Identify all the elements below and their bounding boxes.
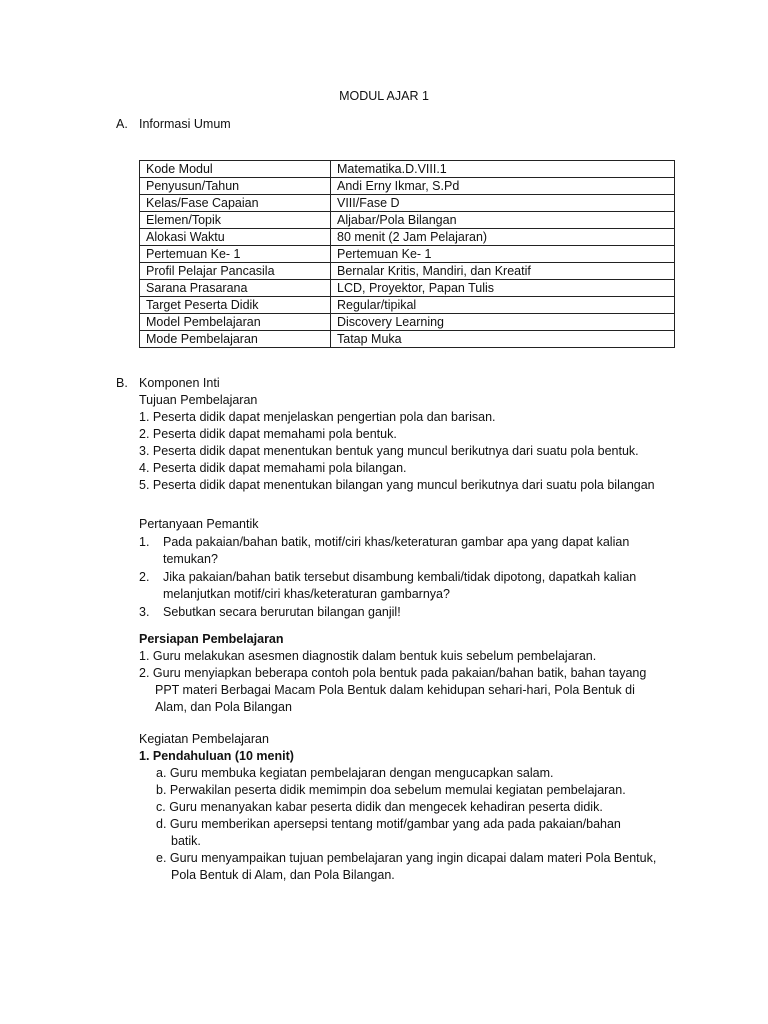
objective-item: 1. Peserta didik dapat menjelaskan pengertian pola dan barisan. [139, 410, 496, 424]
info-table-row [140, 314, 675, 331]
introduction-steps [139, 765, 699, 884]
info-value: 80 menit (2 Jam Pelajaran) [331, 229, 675, 246]
trigger-questions [139, 516, 699, 621]
activity-item: a. Guru membuka kegiatan pembelajaran dengan mengucapkan salam. [156, 766, 554, 780]
info-key: Pertemuan Ke- 1 [140, 246, 331, 263]
preparation-item: 1. Guru melakukan asesmen diagnostik dalam bentuk kuis sebelum pembelajaran. [139, 649, 597, 663]
info-value: LCD, Proyektor, Papan Tulis [331, 280, 675, 297]
activity-item: e. Guru menyampaikan tujuan pembelajaran yang ingin dicapai dalam materi Pola Bentuk, [156, 851, 657, 865]
section-title: Informasi Umum [139, 117, 231, 131]
preparation-item-continued: PPT materi Berbagai Macam Pola Bentuk dalam kehidupan sehari-hari, Pola Bentuk di [155, 683, 635, 697]
page-title: MODUL AJAR 1 [339, 89, 429, 103]
info-table-row [140, 195, 675, 212]
info-key: Alokasi Waktu [140, 229, 331, 246]
activity-item: d. Guru memberikan apersepsi tentang motif/gambar yang ada pada pakaian/bahan [156, 817, 621, 831]
info-table-row [140, 280, 675, 297]
learning-objectives [139, 392, 699, 494]
info-table-row [140, 331, 675, 348]
objectives-heading: Tujuan Pembelajaran [139, 393, 258, 407]
info-table-row [140, 263, 675, 280]
info-value: Aljabar/Pola Bilangan [331, 212, 675, 229]
info-key: Sarana Prasarana [140, 280, 331, 297]
info-table-row [140, 161, 675, 178]
preparation-heading: Persiapan Pembelajaran [139, 632, 284, 646]
info-value: Andi Erny Ikmar, S.Pd [331, 178, 675, 195]
info-table-row [140, 212, 675, 229]
info-value: VIII/Fase D [331, 195, 675, 212]
introduction-heading: 1. Pendahuluan (10 menit) [139, 749, 294, 763]
info-key: Mode Pembelajaran [140, 331, 331, 348]
section-b-heading [116, 375, 220, 392]
question-item [139, 569, 699, 603]
activity-item-continued: batik. [171, 834, 201, 848]
info-table-row [140, 229, 675, 246]
info-key: Model Pembelajaran [140, 314, 331, 331]
info-key: Kode Modul [140, 161, 331, 178]
info-key: Profil Pelajar Pancasila [140, 263, 331, 280]
question-text: temukan? [163, 552, 218, 566]
objective-item: 5. Peserta didik dapat menentukan bilangan yang muncul berikutnya dari suatu pola bilangan [139, 478, 655, 492]
info-table-row [140, 297, 675, 314]
objective-item: 3. Peserta didik dapat menentukan bentuk yang muncul berikutnya dari suatu pola bentuk. [139, 444, 639, 458]
info-table-row [140, 246, 675, 263]
question-text: Pada pakaian/bahan batik, motif/ciri khas/keteraturan gambar apa yang dapat kalian [163, 535, 630, 549]
general-info-table [139, 160, 675, 348]
question-number: 1. [139, 535, 150, 549]
section-letter: B. [116, 376, 128, 390]
learning-preparation [139, 631, 699, 716]
info-value: Pertemuan Ke- 1 [331, 246, 675, 263]
info-table-row [140, 178, 675, 195]
learning-activities [139, 731, 699, 884]
activity-item-continued: Pola Bentuk di Alam, dan Pola Bilangan. [171, 868, 395, 882]
question-text: melanjutkan motif/ciri khas/keteraturan gambarnya? [163, 587, 450, 601]
activity-item: b. Perwakilan peserta didik memimpin doa sebelum memulai kegiatan pembelajaran. [156, 783, 626, 797]
info-value: Matematika.D.VIII.1 [331, 161, 675, 178]
preparation-item: 2. Guru menyiapkan beberapa contoh pola bentuk pada pakaian/bahan batik, bahan tayang [139, 666, 647, 680]
info-value: Discovery Learning [331, 314, 675, 331]
info-key: Kelas/Fase Capaian [140, 195, 331, 212]
questions-heading: Pertanyaan Pemantik [139, 517, 259, 531]
activity-item: c. Guru menanyakan kabar peserta didik dan mengecek kehadiran peserta didik. [156, 800, 603, 814]
info-key: Elemen/Topik [140, 212, 331, 229]
info-value: Bernalar Kritis, Mandiri, dan Kreatif [331, 263, 675, 280]
preparation-item-continued: Alam, dan Pola Bilangan [155, 700, 292, 714]
question-item [139, 534, 699, 568]
question-text: Sebutkan secara berurutan bilangan ganjil! [163, 605, 401, 619]
activities-heading: Kegiatan Pembelajaran [139, 732, 269, 746]
question-number: 3. [139, 605, 150, 619]
question-text: Jika pakaian/bahan batik tersebut disambung kembali/tidak dipotong, dapatkah kalian [163, 570, 637, 584]
info-key: Penyusun/Tahun [140, 178, 331, 195]
info-value: Tatap Muka [331, 331, 675, 348]
objective-item: 4. Peserta didik dapat memahami pola bilangan. [139, 461, 407, 475]
objective-item: 2. Peserta didik dapat memahami pola bentuk. [139, 427, 397, 441]
section-letter: A. [116, 117, 128, 131]
question-item [139, 604, 699, 621]
info-key: Target Peserta Didik [140, 297, 331, 314]
section-a-heading [116, 116, 231, 133]
info-value: Regular/tipikal [331, 297, 675, 314]
question-number: 2. [139, 570, 150, 584]
section-title: Komponen Inti [139, 376, 220, 390]
